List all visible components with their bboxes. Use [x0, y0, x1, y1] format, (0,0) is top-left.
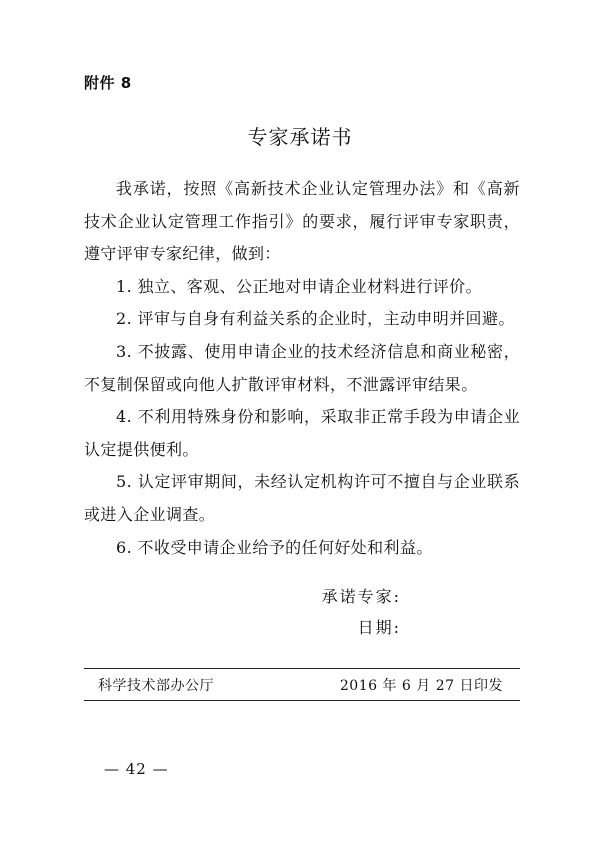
document-body [84, 173, 520, 564]
intro-paragraph: 我承诺，按照《高新技术企业认定管理办法》和《高新技术企业认定管理工作指引》的要求，履行评审专家职责，遵守评审专家纪律，做到： [84, 179, 520, 264]
attachment-label: 附件 8 [84, 74, 132, 92]
document-title: 专家承诺书 [247, 125, 353, 149]
footer-bottom-rule [84, 700, 520, 701]
signature-date-label: 日期: [357, 618, 401, 637]
commitment-item-1: 1. 独立、客观、公正地对申请企业材料进行评价。 [116, 276, 482, 296]
footer-issue-date: 2016 年 6 月 27 日印发 [339, 678, 503, 694]
commitment-item-2: 2. 评审与自身有利益关系的企业时，主动申明并回避。 [116, 309, 515, 329]
footer-issuer: 科学技术部办公厅 [98, 678, 214, 694]
commitment-item-5: 5. 认定评审期间，未经认定机构许可不擅自与企业联系或进入企业调查。 [84, 472, 520, 524]
footer-top-rule [84, 668, 520, 669]
commitment-item-3: 3. 不披露、使用申请企业的技术经济信息和商业秘密，不复制保留或向他人扩散评审材料，不泄露评审结果。 [84, 341, 520, 394]
page-number: — 42 — [104, 760, 169, 778]
signature-expert-label: 承诺专家: [321, 587, 401, 606]
commitment-item-6: 6. 不收受申请企业给予的任何好处和利益。 [116, 537, 433, 557]
commitment-item-4: 4. 不利用特殊身份和影响，采取非正常手段为申请企业认定提供便利。 [84, 407, 520, 459]
